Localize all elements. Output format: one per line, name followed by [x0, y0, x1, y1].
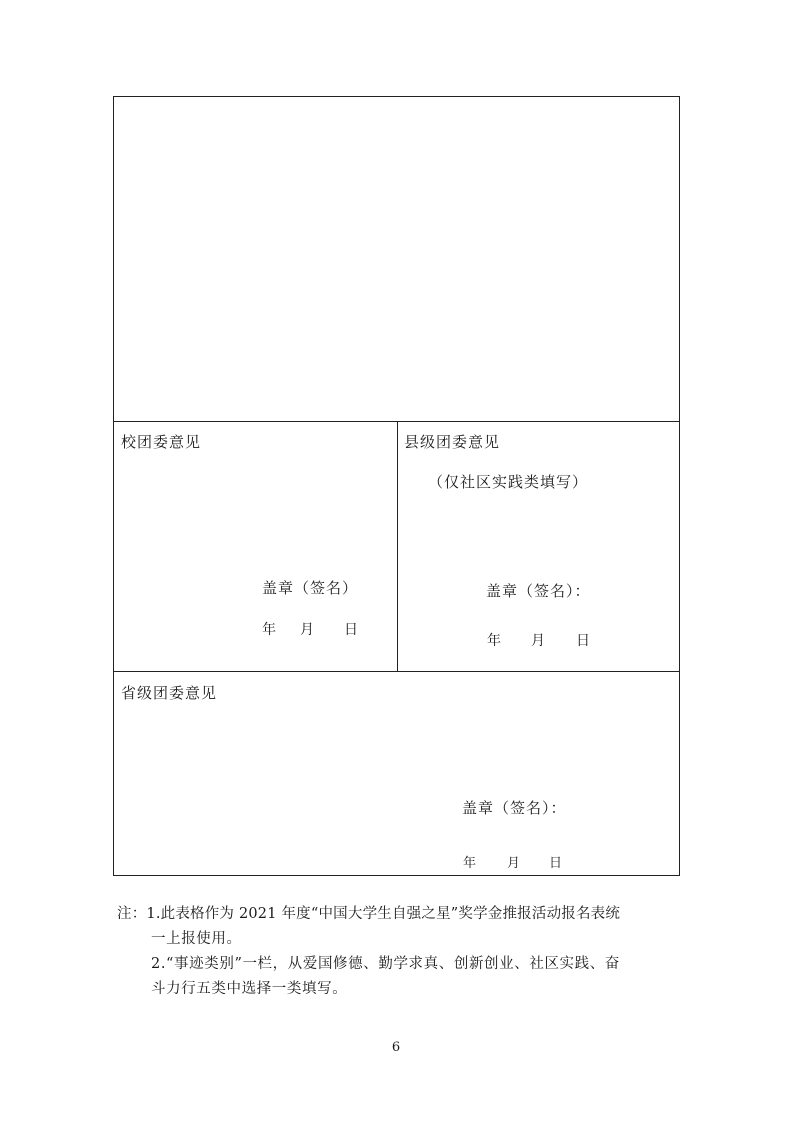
school-committee-seal: 盖章（签名）: [262, 579, 359, 597]
school-committee-title: 校团委意见: [121, 433, 202, 451]
month-label: 月: [507, 856, 521, 871]
provincial-committee-title: 省级团委意见: [121, 684, 218, 702]
notes-section: [117, 902, 687, 1002]
table-divider-middle: [397, 421, 398, 671]
month-label: 月: [300, 622, 314, 638]
county-committee-subtitle: （仅社区实践类填写）: [428, 473, 589, 491]
day-label: 日: [344, 622, 358, 638]
provincial-committee-date: [463, 852, 562, 871]
county-committee-date: [487, 630, 590, 650]
page-number: 6: [391, 1040, 401, 1055]
provincial-committee-seal: 盖章（签名）：: [462, 799, 567, 817]
note-line-1: 注：1.此表格作为 2021 年度“中国大学生自强之星”奖学金推报活动报名表统: [117, 906, 621, 922]
day-label: 日: [576, 633, 590, 649]
year-label: 年: [487, 633, 501, 649]
note-line-3: 2.“事迹类别”一栏，从爱国修德、勤学求真、创新创业、社区实践、奋: [151, 956, 620, 972]
note-line-4: 斗力行五类中选择一类填写。: [151, 981, 348, 997]
year-label: 年: [262, 622, 276, 638]
year-label: 年: [463, 856, 477, 871]
month-label: 月: [531, 633, 545, 649]
county-committee-seal: 盖章（签名）：: [486, 582, 591, 600]
application-form-table: [113, 96, 680, 876]
table-divider-bottom: [114, 671, 679, 672]
school-committee-date: [262, 619, 358, 639]
note-line-2: 一上报使用。: [151, 931, 242, 947]
county-committee-title: 县级团委意见: [404, 433, 501, 451]
day-label: 日: [549, 856, 563, 871]
